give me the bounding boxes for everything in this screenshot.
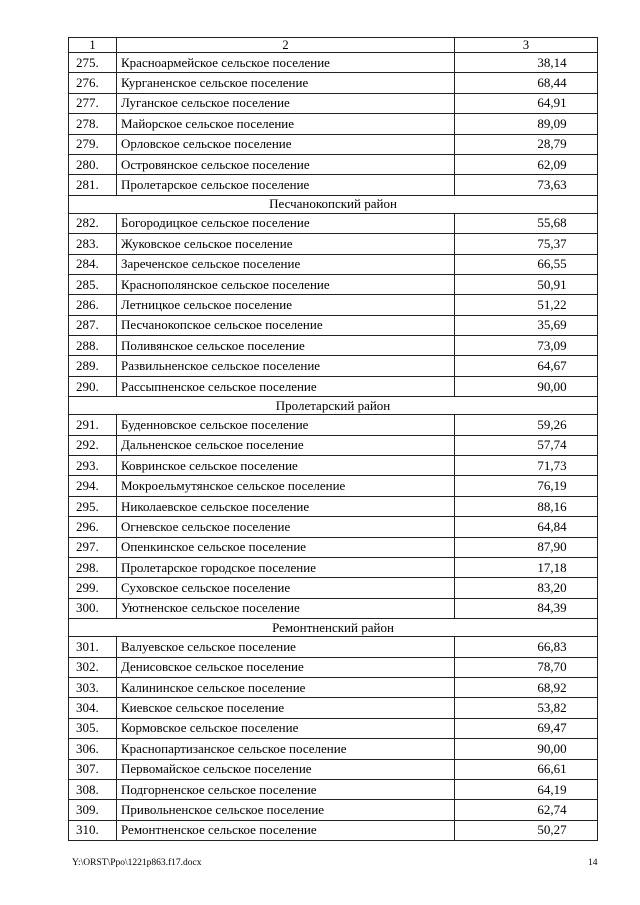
row-value: 17,18 bbox=[455, 557, 598, 577]
row-number: 297. bbox=[69, 537, 117, 557]
table-row bbox=[69, 800, 598, 820]
row-value: 35,69 bbox=[455, 315, 598, 335]
settlement-name: Уютненское сельское поселение bbox=[117, 598, 455, 618]
header-col-2: 2 bbox=[117, 38, 455, 53]
row-number: 284. bbox=[69, 254, 117, 274]
row-number: 299. bbox=[69, 578, 117, 598]
row-number: 310. bbox=[69, 820, 117, 840]
row-number: 291. bbox=[69, 415, 117, 435]
table-row bbox=[69, 295, 598, 315]
table-row bbox=[69, 53, 598, 73]
row-value: 73,63 bbox=[455, 175, 598, 195]
settlements-table bbox=[68, 37, 598, 841]
table-row bbox=[69, 93, 598, 113]
row-number: 286. bbox=[69, 295, 117, 315]
row-value: 51,22 bbox=[455, 295, 598, 315]
table-row bbox=[69, 718, 598, 738]
row-number: 289. bbox=[69, 356, 117, 376]
row-value: 90,00 bbox=[455, 739, 598, 759]
row-value: 57,74 bbox=[455, 435, 598, 455]
settlement-name: Островянское сельское поселение bbox=[117, 154, 455, 174]
row-value: 64,91 bbox=[455, 93, 598, 113]
table-row bbox=[69, 114, 598, 134]
row-value: 50,91 bbox=[455, 274, 598, 294]
table-row bbox=[69, 213, 598, 233]
table-row bbox=[69, 254, 598, 274]
table-row bbox=[69, 537, 598, 557]
row-number: 304. bbox=[69, 698, 117, 718]
row-value: 75,37 bbox=[455, 234, 598, 254]
row-value: 71,73 bbox=[455, 456, 598, 476]
table-row bbox=[69, 779, 598, 799]
settlement-name: Огневское сельское поселение bbox=[117, 517, 455, 537]
settlement-name: Поливянское сельское поселение bbox=[117, 336, 455, 356]
table-row bbox=[69, 73, 598, 93]
table-row bbox=[69, 759, 598, 779]
row-number: 296. bbox=[69, 517, 117, 537]
settlement-name: Денисовское сельское поселение bbox=[117, 657, 455, 677]
settlement-name: Валуевское сельское поселение bbox=[117, 637, 455, 657]
footer-page-number: 14 bbox=[588, 858, 598, 868]
row-number: 285. bbox=[69, 274, 117, 294]
table-body bbox=[69, 38, 598, 841]
settlement-name: Рассыпненское сельское поселение bbox=[117, 376, 455, 396]
table-row bbox=[69, 496, 598, 516]
header-row bbox=[69, 38, 598, 53]
row-value: 68,92 bbox=[455, 677, 598, 697]
header-col-3: 3 bbox=[455, 38, 598, 53]
row-number: 305. bbox=[69, 718, 117, 738]
settlement-name: Жуковское сельское поселение bbox=[117, 234, 455, 254]
row-value: 62,74 bbox=[455, 800, 598, 820]
section-row bbox=[69, 619, 598, 637]
row-number: 294. bbox=[69, 476, 117, 496]
settlement-name: Кормовское сельское поселение bbox=[117, 718, 455, 738]
settlement-name: Майорское сельское поселение bbox=[117, 114, 455, 134]
row-number: 298. bbox=[69, 557, 117, 577]
settlement-name: Орловское сельское поселение bbox=[117, 134, 455, 154]
row-value: 78,70 bbox=[455, 657, 598, 677]
section-title: Пролетарский район bbox=[69, 397, 598, 415]
table-row bbox=[69, 820, 598, 840]
table-row bbox=[69, 517, 598, 537]
table-row bbox=[69, 456, 598, 476]
table-row bbox=[69, 598, 598, 618]
settlement-name: Луганское сельское поселение bbox=[117, 93, 455, 113]
settlement-name: Суховское сельское поселение bbox=[117, 578, 455, 598]
settlement-name: Опенкинское сельское поселение bbox=[117, 537, 455, 557]
table-row bbox=[69, 698, 598, 718]
settlement-name: Летницкое сельское поселение bbox=[117, 295, 455, 315]
settlement-name: Первомайское сельское поселение bbox=[117, 759, 455, 779]
row-value: 83,20 bbox=[455, 578, 598, 598]
row-value: 38,14 bbox=[455, 53, 598, 73]
row-number: 281. bbox=[69, 175, 117, 195]
table-row bbox=[69, 415, 598, 435]
settlement-name: Песчанокопское сельское поселение bbox=[117, 315, 455, 335]
table-row bbox=[69, 356, 598, 376]
table-row bbox=[69, 476, 598, 496]
footer-file-path: Y:\ORST\Ppo\1221p863.f17.docx bbox=[72, 858, 202, 868]
row-value: 62,09 bbox=[455, 154, 598, 174]
row-value: 90,00 bbox=[455, 376, 598, 396]
settlement-name: Николаевское сельское поселение bbox=[117, 496, 455, 516]
row-value: 76,19 bbox=[455, 476, 598, 496]
row-value: 89,09 bbox=[455, 114, 598, 134]
table-row bbox=[69, 154, 598, 174]
table-row bbox=[69, 435, 598, 455]
row-value: 69,47 bbox=[455, 718, 598, 738]
row-value: 66,55 bbox=[455, 254, 598, 274]
table-row bbox=[69, 315, 598, 335]
section-row bbox=[69, 397, 598, 415]
row-number: 303. bbox=[69, 677, 117, 697]
row-number: 295. bbox=[69, 496, 117, 516]
settlement-name: Подгорненское сельское поселение bbox=[117, 779, 455, 799]
row-number: 290. bbox=[69, 376, 117, 396]
settlement-name: Краснопартизанское сельское поселение bbox=[117, 739, 455, 759]
section-title: Песчанокопский район bbox=[69, 195, 598, 213]
table-row bbox=[69, 336, 598, 356]
settlement-name: Привольненское сельское поселение bbox=[117, 800, 455, 820]
row-number: 301. bbox=[69, 637, 117, 657]
row-number: 279. bbox=[69, 134, 117, 154]
table-row bbox=[69, 134, 598, 154]
table-row bbox=[69, 739, 598, 759]
row-number: 292. bbox=[69, 435, 117, 455]
row-number: 278. bbox=[69, 114, 117, 134]
settlement-name: Курганенское сельское поселение bbox=[117, 73, 455, 93]
row-value: 66,83 bbox=[455, 637, 598, 657]
row-value: 66,61 bbox=[455, 759, 598, 779]
row-number: 300. bbox=[69, 598, 117, 618]
row-number: 308. bbox=[69, 779, 117, 799]
row-number: 287. bbox=[69, 315, 117, 335]
settlement-name: Буденновское сельское поселение bbox=[117, 415, 455, 435]
row-number: 282. bbox=[69, 213, 117, 233]
section-title: Ремонтненский район bbox=[69, 619, 598, 637]
table-row bbox=[69, 578, 598, 598]
row-value: 64,67 bbox=[455, 356, 598, 376]
row-number: 277. bbox=[69, 93, 117, 113]
settlement-name: Зареченское сельское поселение bbox=[117, 254, 455, 274]
row-value: 28,79 bbox=[455, 134, 598, 154]
settlement-name: Калининское сельское поселение bbox=[117, 677, 455, 697]
settlement-name: Краснополянское сельское поселение bbox=[117, 274, 455, 294]
row-number: 280. bbox=[69, 154, 117, 174]
row-number: 302. bbox=[69, 657, 117, 677]
row-number: 309. bbox=[69, 800, 117, 820]
settlement-name: Мокроельмутянское сельское поселение bbox=[117, 476, 455, 496]
table-row bbox=[69, 376, 598, 396]
settlement-name: Пролетарское сельское поселение bbox=[117, 175, 455, 195]
row-number: 306. bbox=[69, 739, 117, 759]
row-value: 55,68 bbox=[455, 213, 598, 233]
row-value: 88,16 bbox=[455, 496, 598, 516]
row-value: 59,26 bbox=[455, 415, 598, 435]
row-value: 64,19 bbox=[455, 779, 598, 799]
row-value: 87,90 bbox=[455, 537, 598, 557]
header-col-1: 1 bbox=[69, 38, 117, 53]
row-value: 68,44 bbox=[455, 73, 598, 93]
table-row bbox=[69, 557, 598, 577]
table-row bbox=[69, 637, 598, 657]
settlement-name: Богородицкое сельское поселение bbox=[117, 213, 455, 233]
table-row bbox=[69, 274, 598, 294]
settlement-name: Ковринское сельское поселение bbox=[117, 456, 455, 476]
table-row bbox=[69, 657, 598, 677]
row-number: 276. bbox=[69, 73, 117, 93]
row-number: 275. bbox=[69, 53, 117, 73]
settlement-name: Киевское сельское поселение bbox=[117, 698, 455, 718]
settlement-name: Пролетарское городское поселение bbox=[117, 557, 455, 577]
settlement-name: Красноармейское сельское поселение bbox=[117, 53, 455, 73]
row-number: 293. bbox=[69, 456, 117, 476]
row-value: 64,84 bbox=[455, 517, 598, 537]
row-value: 50,27 bbox=[455, 820, 598, 840]
settlement-name: Развильненское сельское поселение bbox=[117, 356, 455, 376]
row-number: 283. bbox=[69, 234, 117, 254]
table-row bbox=[69, 175, 598, 195]
table-row bbox=[69, 234, 598, 254]
table-row bbox=[69, 677, 598, 697]
row-value: 53,82 bbox=[455, 698, 598, 718]
settlement-name: Ремонтненское сельское поселение bbox=[117, 820, 455, 840]
section-row bbox=[69, 195, 598, 213]
row-number: 307. bbox=[69, 759, 117, 779]
row-value: 73,09 bbox=[455, 336, 598, 356]
settlement-name: Дальненское сельское поселение bbox=[117, 435, 455, 455]
row-value: 84,39 bbox=[455, 598, 598, 618]
row-number: 288. bbox=[69, 336, 117, 356]
